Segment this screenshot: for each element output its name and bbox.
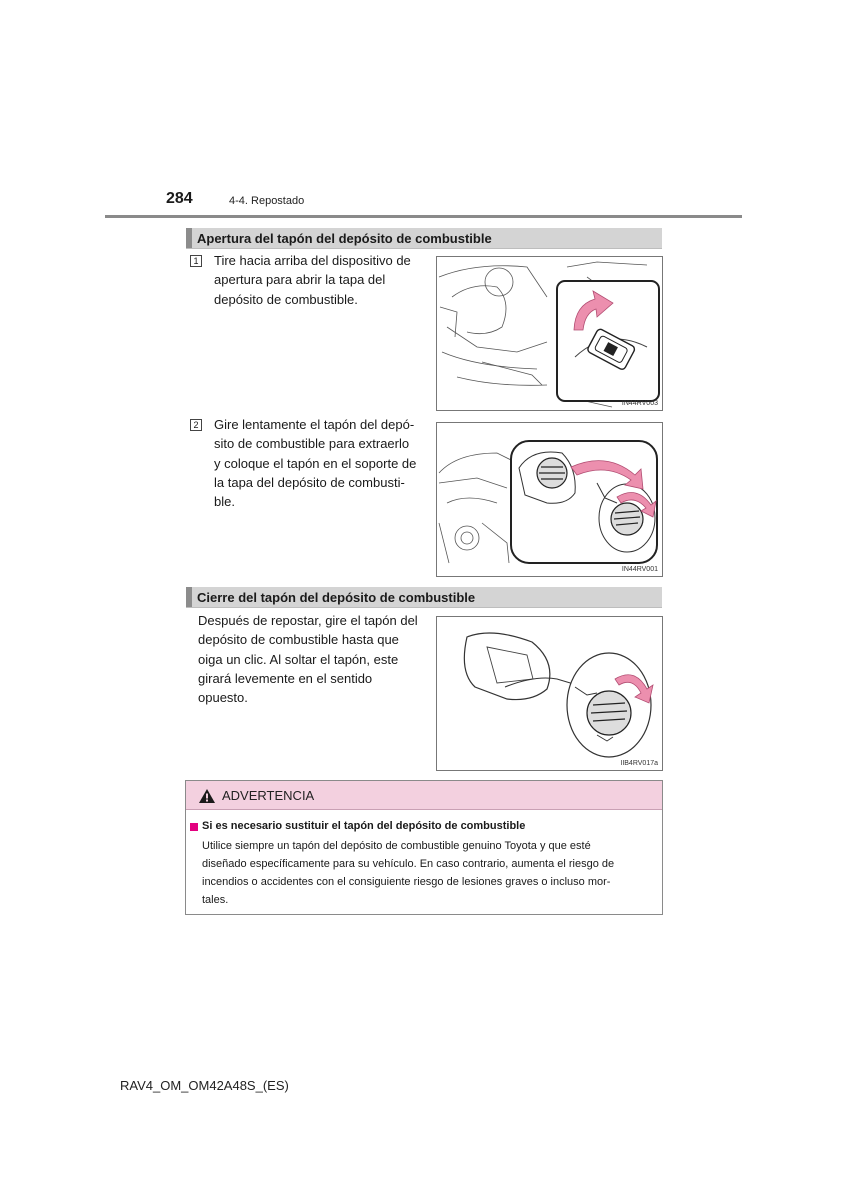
text-line: Tire hacia arriba del dispositivo de bbox=[214, 253, 411, 268]
step-1-text bbox=[214, 251, 424, 309]
text-line: girará levemente en el sentido bbox=[198, 670, 373, 686]
text-line: diseñado específicamente para su vehículo. En caso contrario, aumenta el riesgo de bbox=[202, 858, 615, 870]
warning-text bbox=[202, 837, 654, 909]
text-line: sito de combustible para extraerlo bbox=[214, 436, 410, 452]
text-line: ble. bbox=[214, 494, 235, 510]
text-line: apertura para abrir la tapa del bbox=[214, 272, 386, 288]
text-line: y coloque el tapón en el soporte de bbox=[214, 455, 417, 471]
figure-code: IIB4RV017a bbox=[620, 760, 658, 767]
header-rule bbox=[105, 215, 742, 218]
warning-title: ADVERTENCIA bbox=[222, 788, 315, 803]
cap-removal-illustration bbox=[437, 423, 662, 576]
closing-text bbox=[198, 611, 424, 707]
text-line: incendios o accidentes con el consiguiente riesgo de lesiones graves o incluso mor- bbox=[202, 876, 611, 888]
text-line: oiga un clic. Al soltar el tapón, este bbox=[198, 651, 399, 667]
warning-box bbox=[185, 780, 663, 915]
figure-code: IN44RV003 bbox=[621, 400, 658, 407]
figure-fuel-door-opener bbox=[436, 256, 663, 411]
text-line: depósito de combustible. bbox=[214, 291, 358, 307]
section-heading-opening: Apertura del tapón del depósito de combustible bbox=[186, 228, 662, 249]
warning-header bbox=[186, 781, 662, 810]
page-number: 284 bbox=[166, 190, 193, 207]
interior-illustration bbox=[437, 257, 662, 410]
text-line: Utilice siempre un tapón del depósito de combustible genuino Toyota y que esté bbox=[202, 840, 591, 852]
cap-closing-illustration bbox=[437, 617, 662, 770]
magenta-bullet-icon bbox=[190, 823, 198, 831]
figure-code: IN44RV001 bbox=[621, 566, 658, 573]
figure-cap-removal bbox=[436, 422, 663, 577]
text-line: tales. bbox=[202, 894, 229, 906]
warning-subheading: Si es necesario sustituir el tapón del depósito de combustible bbox=[202, 820, 526, 832]
step-number-1: 1 bbox=[190, 255, 202, 267]
document-code: RAV4_OM_OM42A48S_(ES) bbox=[120, 1078, 289, 1093]
text-line: la tapa del depósito de combusti- bbox=[214, 474, 405, 490]
text-line: Después de repostar, gire el tapón del bbox=[198, 613, 418, 628]
warning-triangle-icon bbox=[198, 788, 216, 804]
figure-cap-closing bbox=[436, 616, 663, 771]
step-number-2: 2 bbox=[190, 419, 202, 431]
text-line: depósito de combustible hasta que bbox=[198, 632, 399, 648]
text-line: opuesto. bbox=[198, 690, 248, 706]
text-line: Gire lentamente el tapón del depó- bbox=[214, 417, 415, 432]
section-reference: 4-4. Repostado bbox=[229, 195, 305, 207]
section-heading-closing: Cierre del tapón del depósito de combustible bbox=[186, 587, 662, 608]
step-2-text bbox=[214, 415, 424, 511]
